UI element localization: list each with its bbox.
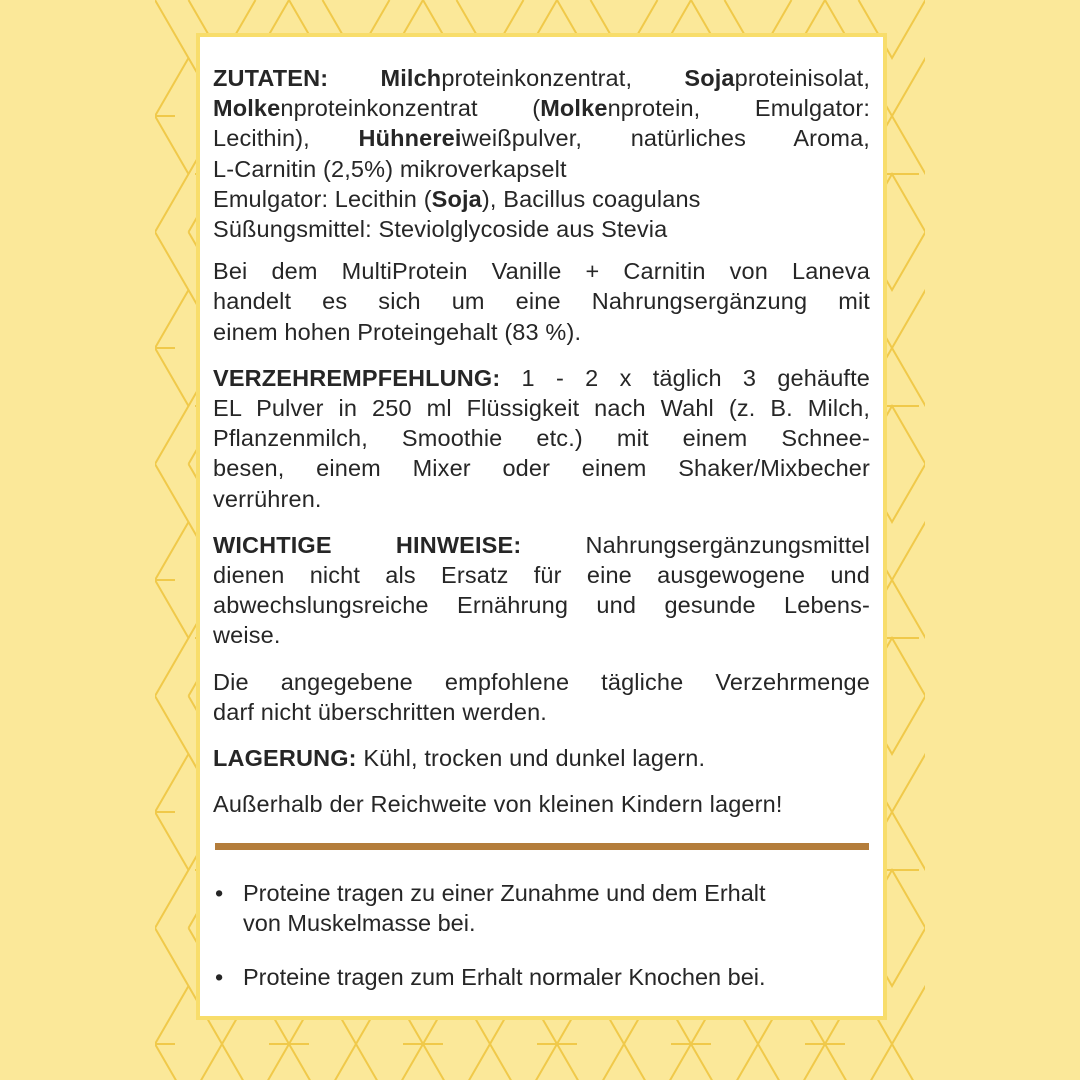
text-run: Nahrungsergänzungsmittel [521,531,870,558]
text-run: 1 - 2 x täglich 3 gehäufte [500,364,870,391]
claim-line: von Muskelmasse bei. [243,910,476,937]
section-divider [215,843,869,850]
notes-label: WICHTIGE HINWEISE: [213,531,522,558]
ingredients-section [213,63,870,244]
children-warning [213,789,870,819]
ingredients-line-2 [213,93,870,123]
description-line: einem hohen Proteingehalt (83 %). [213,318,582,345]
health-claim-item [213,878,870,938]
storage-line [213,743,870,773]
recommendation-line: EL Pulver in 250 ml Flüssigkeit nach Wahl (z. B. Milch, [213,395,870,422]
ingredients-label: ZUTATEN: [213,65,329,91]
notes-line: abwechslungsreiche Ernährung und gesunde Lebens- [213,592,870,619]
text-run: nprotein, Emulgator: [607,95,870,122]
allergen-highlight: Molke [540,95,608,122]
description-line: handelt es sich um eine Nahrungsergänzung mit [213,288,870,315]
recommendation-label: VERZEHREMPFEHLUNG: [213,364,501,391]
claim-line: Proteine tragen zu einer Zunahme und dem Erhalt [243,880,766,906]
text-run: weißpulver, natürliches Aroma, [461,125,870,152]
allergen-highlight: Hühnerei [358,125,462,152]
daily-limit-section [213,667,870,727]
allergen-highlight: Soja [684,65,735,91]
notes-line [213,530,870,560]
text-run: ), Bacillus coagulans [481,185,701,212]
claim-line: Proteine tragen zum Erhalt normaler Knochen bei. [243,964,766,991]
storage-section [213,743,870,773]
health-claim-item [213,962,870,992]
label-text-content [213,63,870,819]
ingredients-line-1 [213,63,870,93]
text-run: proteinkonzentrat, [441,65,685,91]
notes-line: dienen nicht als Ersatz für eine ausgewogene und [213,562,870,589]
recommendation-section [213,363,870,514]
product-description [213,256,870,347]
recommendation-line: besen, einem Mixer oder einem Shaker/Mixbecher [213,455,870,482]
recommendation-line [213,363,870,393]
allergen-highlight: Soja [431,185,482,212]
description-line: Bei dem MultiProtein Vanille + Carnitin von Laneva [213,258,870,285]
text-run: proteinisolat, [734,65,870,91]
text-run: Lecithin), [213,125,359,152]
bullet-icon: • [215,880,224,906]
ingredients-line-5 [213,184,870,214]
ingredients-line-4: L-Carnitin (2,5%) mikroverkapselt [213,155,567,182]
important-notes-section [213,530,870,651]
children-warning-text: Außerhalb der Reichweite von kleinen Kindern lagern! [213,791,783,818]
text-run [328,65,380,91]
text-run: Kühl, trocken und dunkel lagern. [356,745,706,772]
ingredients-line-3 [213,123,870,153]
daily-limit-line: Die angegebene empfohlene tägliche Verzehrmenge [213,668,870,695]
notes-line: weise. [213,622,281,649]
health-claims-list [213,878,870,1017]
daily-limit-line: darf nicht überschritten werden. [213,698,547,725]
recommendation-line: Pflanzenmilch, Smoothie etc.) mit einem Schnee- [213,425,870,452]
bullet-icon: • [215,964,224,991]
text-run: nproteinkonzentrat ( [280,95,541,122]
text-run: Emulgator: Lecithin ( [213,185,432,212]
storage-label: LAGERUNG: [213,745,357,772]
allergen-highlight: Milch [380,65,442,91]
nutrition-info-card [196,33,887,1020]
recommendation-line: verrühren. [213,485,322,512]
allergen-highlight: Molke [213,95,281,122]
ingredients-line-6: Süßungsmittel: Steviolglycoside aus Stevia [213,216,668,243]
